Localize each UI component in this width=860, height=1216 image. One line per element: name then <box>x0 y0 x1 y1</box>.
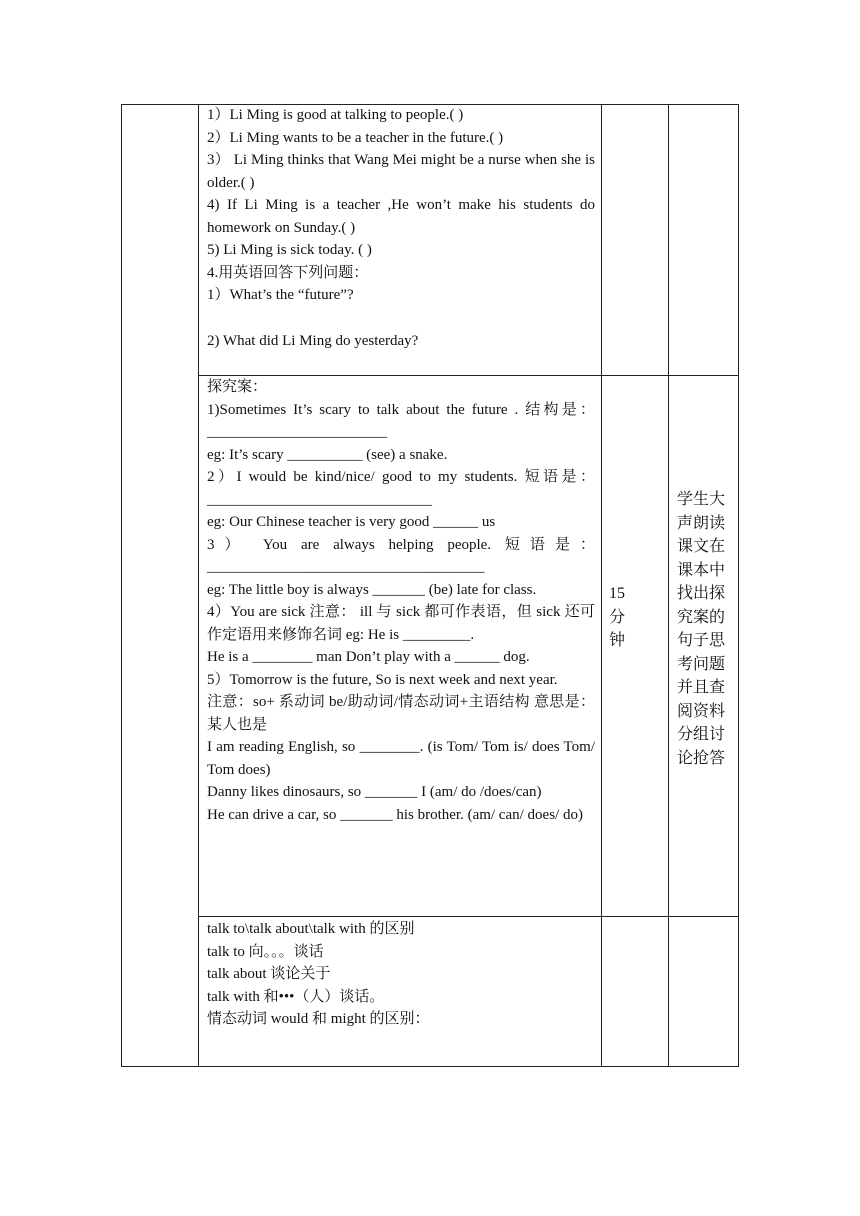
explore-heading: 探究案： <box>207 379 268 395</box>
so-structure-note: 注意：so+ 系动词 be/助动词/情态动词+主语结构 意思是：某人也是 <box>207 694 595 733</box>
explore-point-2: 2）I would be kind/nice/ good to my students. 短语是：______________________________ <box>207 469 595 508</box>
row1-content-cell <box>207 104 595 352</box>
so-exercise-3: He can drive a car, so _______ his brother. (am/ can/ does/ do) <box>207 806 583 823</box>
column-divider-3 <box>668 104 669 1067</box>
talk-with-note: talk with 和•••（人）谈话。 <box>207 988 385 1005</box>
activity-line: 学生大 <box>677 491 726 508</box>
activity-line: 并且查 <box>677 679 726 696</box>
time-cell <box>609 582 659 653</box>
modal-comparison-note: 情态动词 would 和 might 的区别： <box>207 1011 430 1027</box>
tf-question-1: 1）Li Ming is good at talking to people.( ) <box>207 107 464 123</box>
explore-example-3: eg: The little boy is always _______ (be) late for class. <box>207 581 537 598</box>
activity-line: 句子思 <box>677 632 726 649</box>
comparison-heading: talk to\talk about\talk with 的区别 <box>207 921 415 937</box>
explore-point-5: 5）Tomorrow is the future, So is next week and next year. <box>207 671 558 688</box>
open-question-2: 2) What did Li Ming do yesterday? <box>207 332 419 349</box>
time-value: 15 <box>609 585 625 602</box>
column-divider-1 <box>198 104 199 1067</box>
activity-line: 声朗读 <box>677 514 726 532</box>
time-unit-char-2: 钟 <box>609 632 626 649</box>
tf-question-5: 5) Li Ming is sick today. ( ) <box>207 242 372 258</box>
so-exercise-2: Danny likes dinosaurs, so _______ I (am/ do /does/can) <box>207 784 542 800</box>
explore-example-1: eg: It’s scary __________ (see) a snake. <box>207 446 448 463</box>
activity-line: 论抢答 <box>677 749 726 767</box>
activity-line: 考问题 <box>677 655 726 673</box>
time-unit-char-1: 分 <box>609 608 626 626</box>
explore-point-3: 3） You are always helping people. 短语是：_____________________________________ <box>207 536 595 575</box>
section-4-heading: 4.用英语回答下列问题： <box>207 264 369 281</box>
table-border-left <box>121 104 122 1067</box>
row3-content-cell <box>207 918 595 1031</box>
explore-example-2: eg: Our Chinese teacher is very good ______ us <box>207 514 496 530</box>
tf-question-2: 2）Li Ming wants to be a teacher in the future.( ) <box>207 129 504 146</box>
tf-question-3: 3） Li Ming thinks that Wang Mei might be a nurse when she is older.( ) <box>207 152 595 191</box>
column-divider-2 <box>601 104 602 1067</box>
activity-line: 课本中 <box>677 561 726 579</box>
activity-line: 阅资料 <box>677 702 726 720</box>
so-exercise-1: I am reading English, so ________. (is Tom/ Tom is/ does Tom/ Tom does) <box>207 739 595 778</box>
talk-to-note: talk to 向。。。谈话 <box>207 943 324 960</box>
activity-line: 课文在 <box>677 538 726 555</box>
table-border-bottom <box>121 1066 739 1067</box>
talk-about-note: talk about 谈论关于 <box>207 966 331 982</box>
row-divider-2 <box>198 916 739 917</box>
activity-line: 究案的 <box>677 608 726 626</box>
tf-question-4: 4) If Li Ming is a teacher ,He won’t make his students do homework on Sunday.( ) <box>207 197 595 236</box>
table-border-right <box>738 104 739 1067</box>
activity-cell <box>677 488 735 770</box>
explore-point-4: 4）You are sick 注意： ill 与 sick 都可作表语，但 sick 还可作定语用来修饰名词 eg: He is _________. <box>207 604 595 643</box>
explore-point-1: 1)Sometimes It’s scary to talk about the future . 结构是：________________________ <box>207 401 595 440</box>
activity-line: 找出探 <box>677 585 726 602</box>
activity-line: 分组讨 <box>677 726 726 743</box>
lesson-table <box>121 104 739 1067</box>
row2-content-cell <box>207 376 595 826</box>
answer-space <box>207 307 595 330</box>
explore-example-4: He is a ________ man Don’t play with a ______ dog. <box>207 649 530 665</box>
open-question-1: 1）What’s the “future”? <box>207 287 354 303</box>
